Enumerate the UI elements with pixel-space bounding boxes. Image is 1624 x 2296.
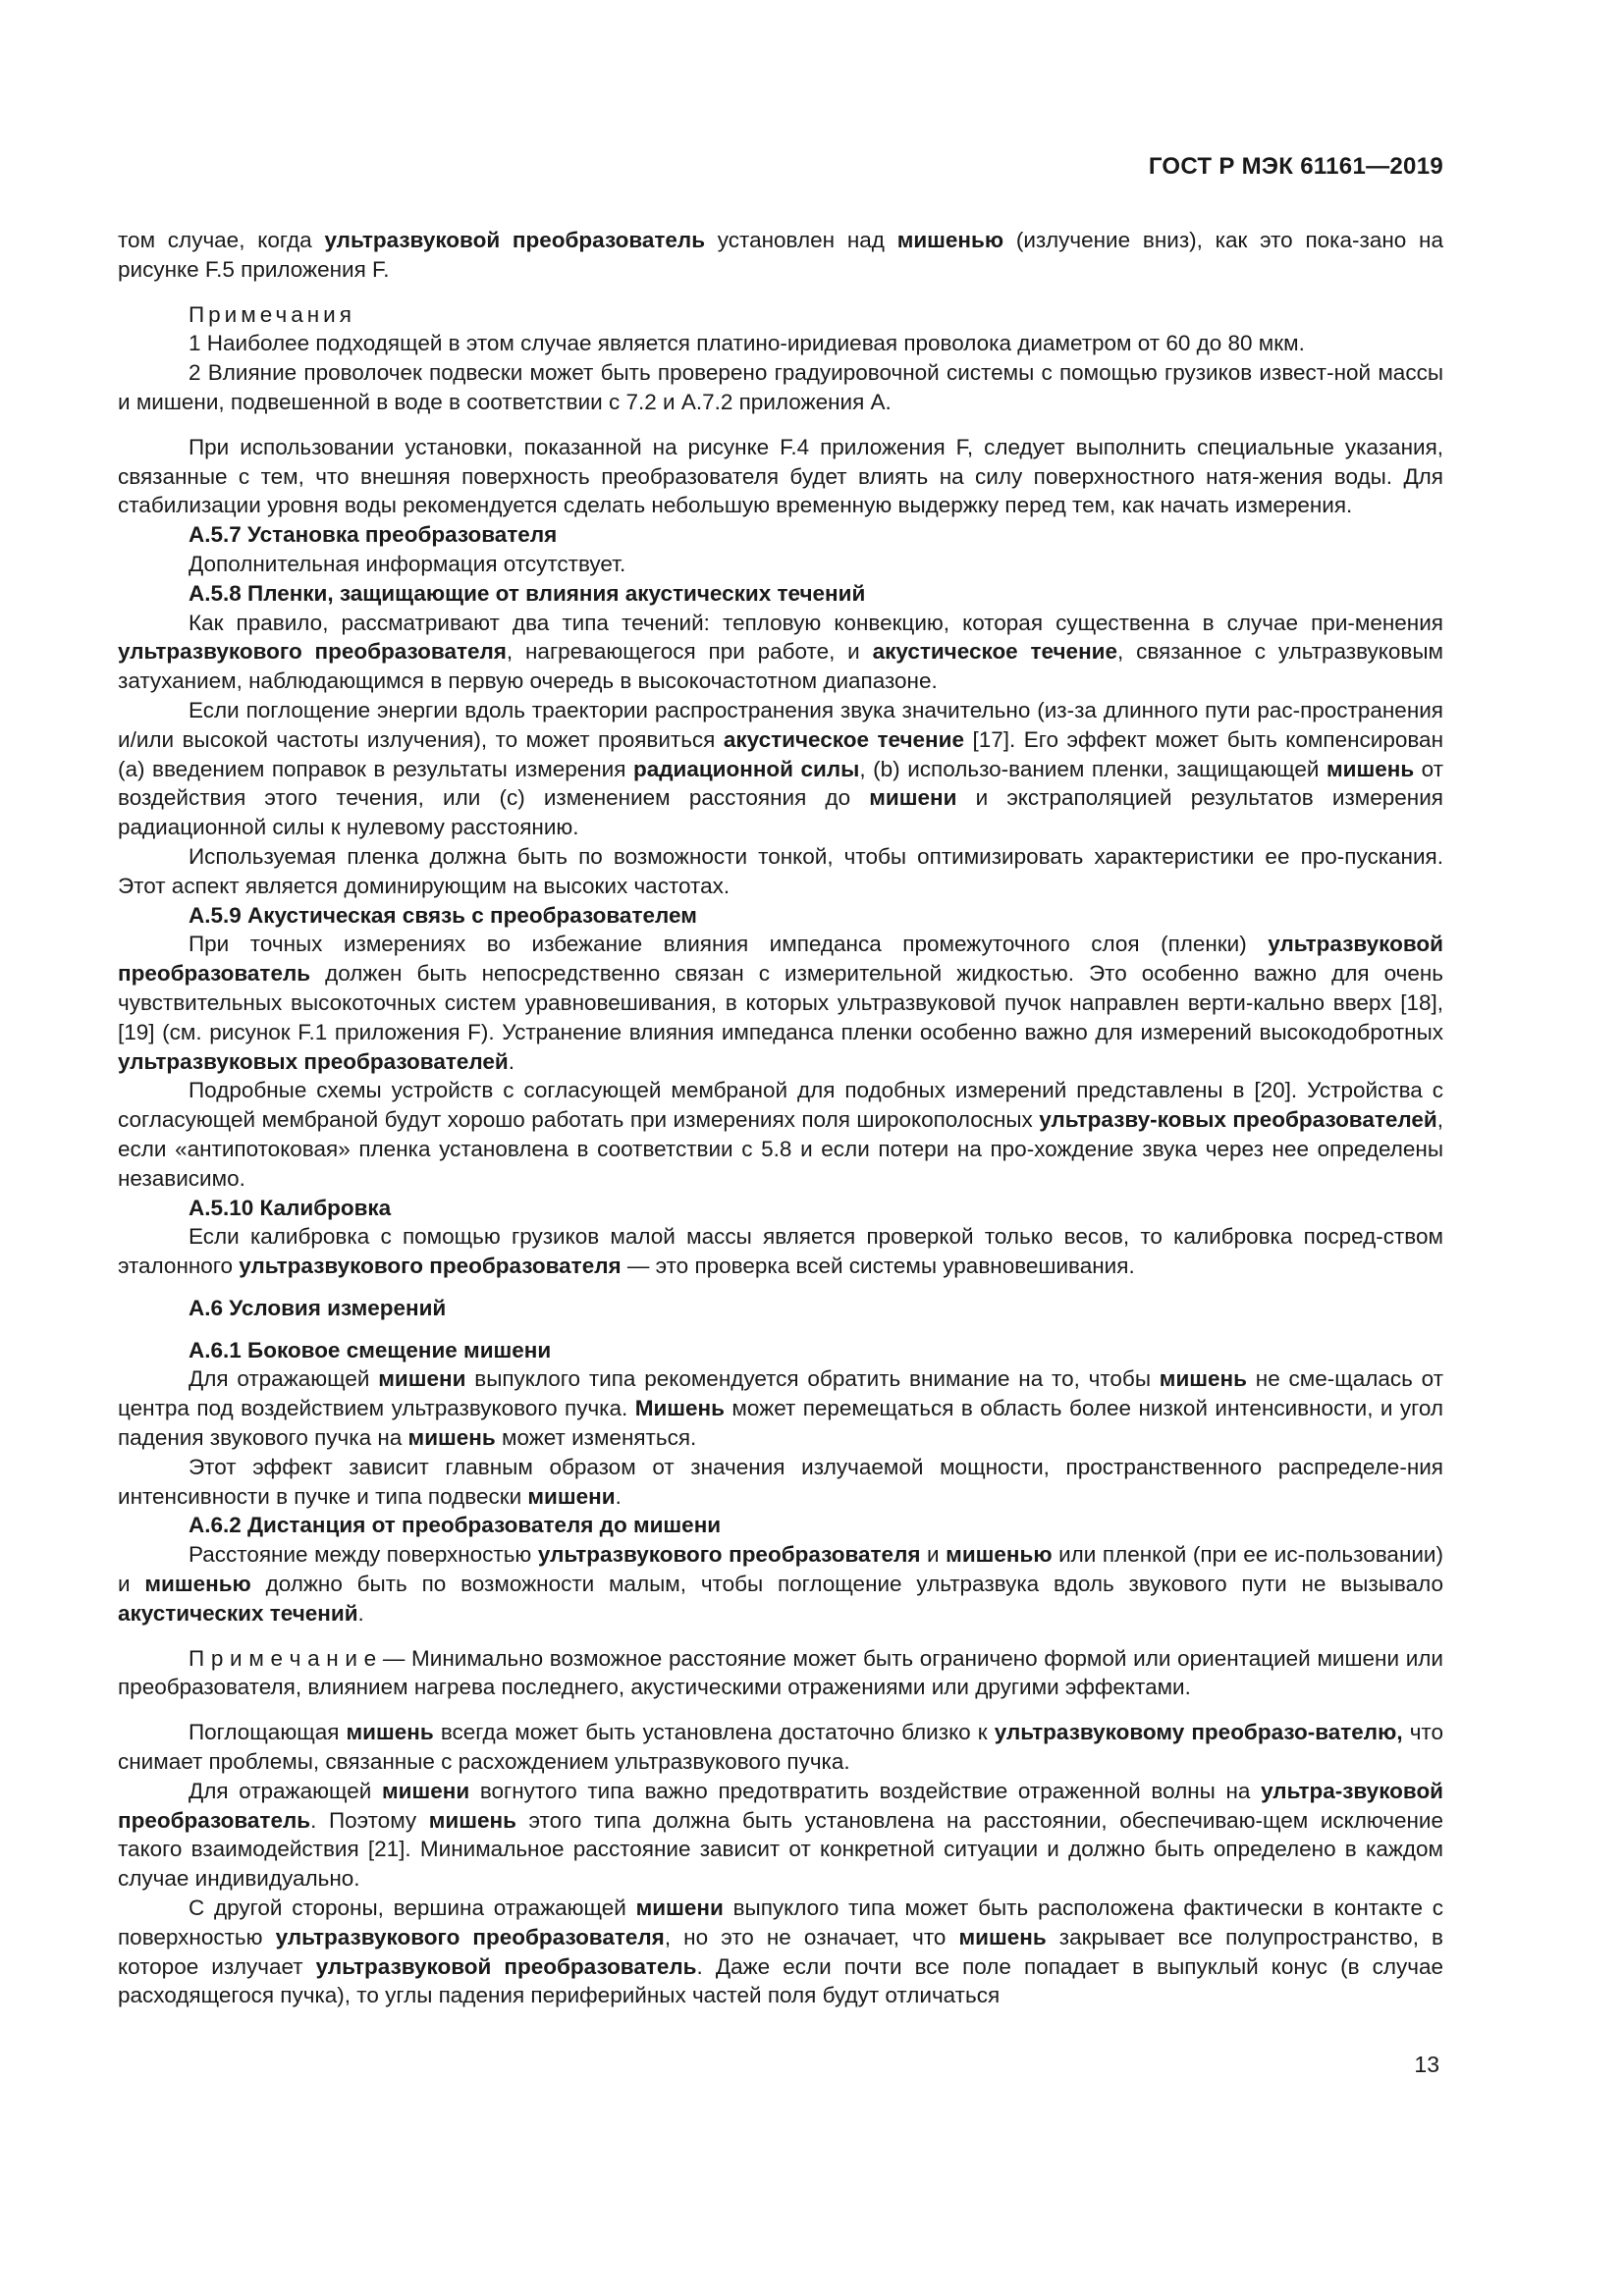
text-run: При использовании установки, показанной на рисунке F.4 приложения F, следует выполнить специальные указания, связанные с тем, что внешняя поверхность преобразователя будет влиять на силу поверхностного натя-жения воды. Для стабилизации уровня воды рекомендуется сделать небольшую временную выдержку перед тем, как начать измерения. bbox=[118, 434, 1443, 518]
bold-term: ультразвукового преобразователя bbox=[118, 639, 507, 665]
text-run: , но это не означает, что bbox=[664, 1924, 959, 1949]
text-run: том случае, когда bbox=[118, 228, 325, 252]
text-run: Как правило, рассматривают два типа течений: тепловую конвекцию, которая существенна в случае при-менения bbox=[189, 610, 1443, 635]
bold-term: мишень bbox=[407, 1425, 496, 1451]
bold-term: мишень bbox=[346, 1720, 434, 1745]
bold-term: ультра-звуковой преобразователь bbox=[118, 1778, 1444, 1833]
text-run: Этот эффект зависит главным образом от значения излучаемой мощности, пространственного распределе-ния интенсивности в пучке и типа подвески bbox=[118, 1454, 1443, 1509]
text-run: При точных измерениях во избежание влияния импеданса промежуточного слоя (пленки) bbox=[189, 932, 1269, 957]
text-run: Примечания bbox=[189, 301, 355, 327]
heading-a61 bbox=[118, 1336, 1443, 1365]
text-run: выпуклого типа может быть расположена фактически в контакте с поверхностью bbox=[118, 1896, 1443, 1949]
text-run: может перемещаться в область более низкой интенсивности, и угол падения звукового пучка на bbox=[118, 1396, 1443, 1451]
text-run: что снимает проблемы, связанные с расхождением ультразвукового пучка. bbox=[118, 1720, 1443, 1775]
text-run: должен быть непосредственно связан с измерительной жидкостью. Это особенно важно для очень чувствительных высокоточных систем уравновешивания, в которых ультразвуковой пучок направлен верти-кально вверх [18], [19] (см. рисунок F.1 приложения F). Устранение влияния импеданса пленки особенно важно для измерений высокодобротных bbox=[118, 961, 1443, 1044]
para-a61-2 bbox=[118, 1453, 1443, 1512]
text-run: 2 Влияние проволочек подвески может быть проверено градуировочной системы с помощью грузиков извест-ной массы и мишени, подвешенной в воде в соответствии с 7.2 и А.7.2 приложения А. bbox=[118, 360, 1443, 414]
text-run: может изменяться. bbox=[495, 1425, 697, 1451]
bold-term: ультразвукового преобразователя bbox=[537, 1542, 921, 1568]
document-code: ГОСТ Р МЭК 61161—2019 bbox=[1148, 153, 1443, 180]
para-a61-1 bbox=[118, 1364, 1443, 1452]
bold-term: мишени bbox=[869, 785, 957, 811]
para-a62-2 bbox=[118, 1718, 1443, 1777]
para-a62-3 bbox=[118, 1777, 1443, 1894]
text-run: от воздействия этого течения, или (с) изменением расстояния до bbox=[118, 756, 1444, 811]
para-a58-1 bbox=[118, 609, 1443, 696]
text-run: закрывает все полупространство, в которое излучает bbox=[118, 1924, 1444, 1979]
text-run: А.5.10 Калибровка bbox=[189, 1195, 392, 1220]
document-body bbox=[118, 226, 1443, 2010]
text-run: А.5.9 Акустическая связь с преобразователем bbox=[189, 902, 697, 928]
para-installation bbox=[118, 433, 1443, 520]
note-2 bbox=[118, 358, 1443, 417]
heading-a510 bbox=[118, 1194, 1443, 1223]
bold-term: ультразву-ковых преобразователей bbox=[1039, 1107, 1437, 1133]
text-run: , связанное с ультразвуковым затуханием, наблюдающимся в первую очередь в высокочастотном диапазоне. bbox=[118, 639, 1443, 694]
bold-term: ультразвуковой преобразователь bbox=[324, 228, 706, 252]
text-run: [17]. Его эффект может быть компенсирован (а) введением поправок в результаты измерения bbox=[118, 726, 1443, 781]
bold-term: мишени bbox=[378, 1366, 466, 1392]
heading-a59 bbox=[118, 901, 1443, 931]
text-run: , (b) использо-ванием пленки, защищающей bbox=[859, 756, 1326, 781]
text-run: всегда может быть установлена достаточно близко к bbox=[433, 1720, 995, 1745]
heading-a57 bbox=[118, 520, 1443, 550]
text-run: вогнутого типа важно предотвратить воздействие отраженной волны на bbox=[469, 1778, 1262, 1803]
text-run: (излучение вниз), как это пока-зано на рисунке F.5 приложения F. bbox=[118, 228, 1443, 282]
text-run: . bbox=[357, 1600, 364, 1626]
notes-heading bbox=[118, 300, 1443, 330]
bold-term: акустических течений bbox=[118, 1600, 358, 1626]
bold-term: мишени bbox=[382, 1778, 470, 1803]
text-run: . bbox=[508, 1048, 514, 1074]
text-run: и экстраполяцией результатов измерения радиационной силы к нулевому расстоянию. bbox=[118, 785, 1443, 840]
note-1 bbox=[118, 329, 1443, 358]
text-run: этого типа должна быть установлена на расстоянии, обеспечиваю-щем исключение такого взаимодействия [21]. Минимальное расстояние зависит от конкретной ситуации и должно быть определено в каждом случае индивидуально. bbox=[118, 1807, 1444, 1892]
bold-term: мишени bbox=[527, 1483, 616, 1509]
bold-term: акустическое течение bbox=[723, 726, 964, 752]
para-a59-2 bbox=[118, 1076, 1443, 1193]
bold-term: ультразвуковой преобразователь bbox=[118, 932, 1443, 987]
bold-term: мишенью bbox=[144, 1572, 251, 1597]
text-run: Если калибровка с помощью грузиков малой массы является проверкой только весов, то калибровка посред-ством эталонного bbox=[118, 1224, 1443, 1279]
bold-term: Мишень bbox=[634, 1396, 725, 1421]
para-a59-1 bbox=[118, 930, 1443, 1076]
bold-term: мишень bbox=[428, 1807, 516, 1833]
text-run: С другой стороны, вершина отражающей bbox=[189, 1896, 636, 1921]
text-run: П р и м е ч а н и е — Минимально возможное расстояние может быть ограничено формой или ориентацией мишени или преобразователя, влиянием нагрева последнего, акустическими отражениями или другими эффектами. bbox=[118, 1645, 1443, 1700]
para-a62-4 bbox=[118, 1894, 1443, 2010]
text-run: , если «антипотоковая» пленка установлена в соответствии с 5.8 и если потери на про-хождение звука через нее определены независимо. bbox=[118, 1107, 1443, 1191]
text-run: , нагревающегося при работе, и bbox=[506, 639, 873, 665]
bold-term: мишень bbox=[958, 1924, 1047, 1949]
text-run: должно быть по возможности малым, чтобы поглощение ультразвука вдоль звукового пути не вызывало bbox=[250, 1572, 1443, 1597]
text-run: . Поэтому bbox=[310, 1807, 429, 1833]
note-a62 bbox=[118, 1644, 1443, 1703]
text-run: Расстояние между поверхностью bbox=[189, 1542, 538, 1568]
text-run: и bbox=[920, 1542, 947, 1568]
heading-a6 bbox=[118, 1294, 1443, 1323]
bold-term: мишени bbox=[635, 1896, 724, 1921]
text-run: не сме-щалась от центра под воздействием ультразвукового пучка. bbox=[118, 1366, 1443, 1421]
text-run: А.5.8 Пленки, защищающие от влияния акустических течений bbox=[189, 580, 866, 606]
text-run: А.6 Условия измерений bbox=[189, 1295, 447, 1320]
heading-a58 bbox=[118, 579, 1443, 609]
bold-term: мишень bbox=[1326, 756, 1415, 781]
text-run: Для отражающей bbox=[189, 1366, 379, 1392]
para-a510 bbox=[118, 1222, 1443, 1281]
text-run: Для отражающей bbox=[189, 1778, 382, 1803]
para-a58-3 bbox=[118, 842, 1443, 901]
para-continuation bbox=[118, 226, 1443, 285]
page-number: 13 bbox=[1414, 2052, 1439, 2077]
text-run: Подробные схемы устройств с согласующей мембраной для подобных измерений представлены в [20]. Устройства с согласующей мембраной будут хорошо работать при измерениях поля широкополосных bbox=[118, 1078, 1443, 1133]
para-a57 bbox=[118, 550, 1443, 579]
bold-term: ультразвукового преобразователя bbox=[275, 1924, 665, 1949]
text-run: выпуклого типа рекомендуется обратить внимание на то, чтобы bbox=[465, 1366, 1160, 1392]
text-run: . Даже если почти все поле попадает в выпуклый конус (в случае расходящегося пучка), то углы падения периферийных частей поля будут отличаться bbox=[118, 1953, 1443, 2008]
text-run: 1 Наиболее подходящей в этом случае является платино-иридиевая проволока диаметром от 60 до 80 мкм. bbox=[189, 331, 1305, 356]
text-run: А.6.2 Дистанция от преобразователя до мишени bbox=[189, 1513, 722, 1538]
para-a62-1 bbox=[118, 1540, 1443, 1628]
bold-term: ультразвуковой преобразователь bbox=[315, 1953, 697, 1979]
text-run: . bbox=[615, 1483, 622, 1509]
text-run: Поглощающая bbox=[189, 1720, 347, 1745]
text-run: Если поглощение энергии вдоль траектории распространения звука значительно (из-за длинного пути рас-пространения и/или высокой частоты излучения), то может проявиться bbox=[118, 697, 1443, 752]
bold-term: ультразвукового преобразователя bbox=[239, 1254, 622, 1279]
text-run: А.5.7 Установка преобразователя bbox=[189, 522, 558, 548]
bold-term: ультразвуковому преобразо-вателю, bbox=[994, 1720, 1403, 1745]
heading-a62 bbox=[118, 1511, 1443, 1540]
bold-term: мишенью bbox=[896, 228, 1004, 252]
bold-term: акустическое течение bbox=[872, 639, 1118, 665]
para-a58-2 bbox=[118, 696, 1443, 842]
bold-term: мишенью bbox=[946, 1542, 1053, 1568]
text-run: — это проверка всей системы уравновешивания. bbox=[621, 1254, 1135, 1279]
text-run: Дополнительная информация отсутствует. bbox=[189, 551, 626, 576]
bold-term: ультразвуковых преобразователей bbox=[118, 1048, 509, 1074]
text-run: установлен над bbox=[705, 228, 897, 252]
text-run: или пленкой (при ее ис-пользовании) и bbox=[118, 1542, 1443, 1597]
bold-term: мишень bbox=[1159, 1366, 1247, 1392]
text-run: Используемая пленка должна быть по возможности тонкой, чтобы оптимизировать характеристики ее про-пускания. Этот аспект является доминирующим на высоких частотах. bbox=[118, 843, 1443, 898]
text-run: А.6.1 Боковое смещение мишени bbox=[189, 1337, 552, 1362]
bold-term: радиационной силы bbox=[632, 756, 860, 781]
